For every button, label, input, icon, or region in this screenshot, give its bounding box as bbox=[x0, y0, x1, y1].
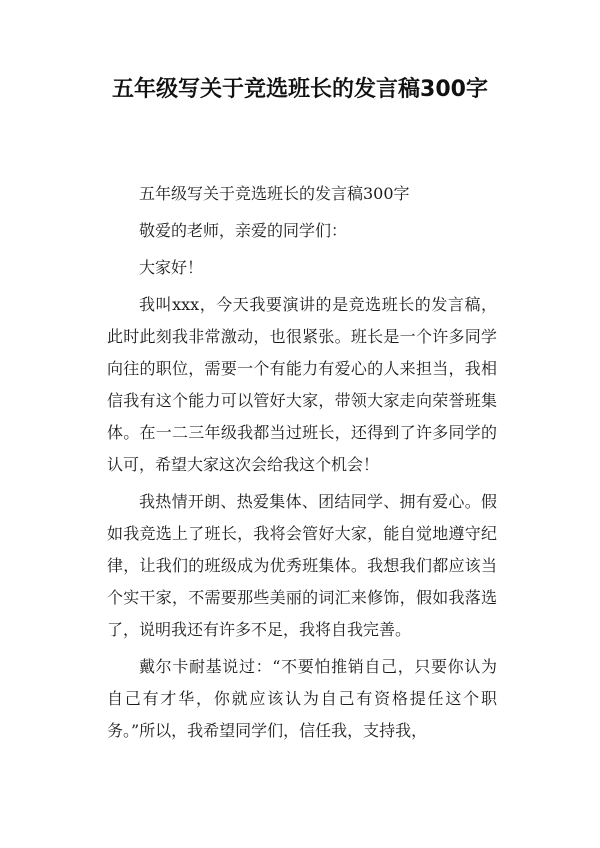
paragraph-salutation: 敬爱的老师，亲爱的同学们： bbox=[139, 221, 348, 240]
paragraph-introduction: 我叫xxx，今天我要演讲的是竞选班长的发言稿，此时此刻我非常激动，也很紧张。班长是一个许多同学向往的职位，需要一个有能力有爱心的人来担当，我相信我有这个能力可以管好大家，带领大家走向荣誉班集体。在一二三年级我都当过班长，还得到了许多同学的认可，希望大家这次会给我这个机会！ bbox=[107, 295, 497, 474]
document-body bbox=[107, 178, 497, 747]
document-title: 五年级写关于竞选班长的发言稿300字 bbox=[112, 77, 488, 102]
paragraph-qualities: 我热情开朗、热爱集体、团结同学、拥有爱心。假如我竞选上了班长，我将会管好大家，能自觉地遵守纪律，让我们的班级成为优秀班集体。我想我们都应该当个实干家，不需要那些美丽的词汇来修饰，假如我落选了，说明我还有许多不足，我将自我完善。 bbox=[107, 492, 497, 639]
paragraph-greeting: 大家好！ bbox=[139, 258, 204, 277]
paragraph-subtitle: 五年级写关于竞选班长的发言稿300字 bbox=[139, 184, 410, 203]
paragraph-quote: 戴尔卡耐基说过：“不要怕推销自己，只要你认为自己有才华，你就应该认为自己有资格提任这个职务。”所以，我希望同学们，信任我，支持我， bbox=[107, 657, 497, 740]
